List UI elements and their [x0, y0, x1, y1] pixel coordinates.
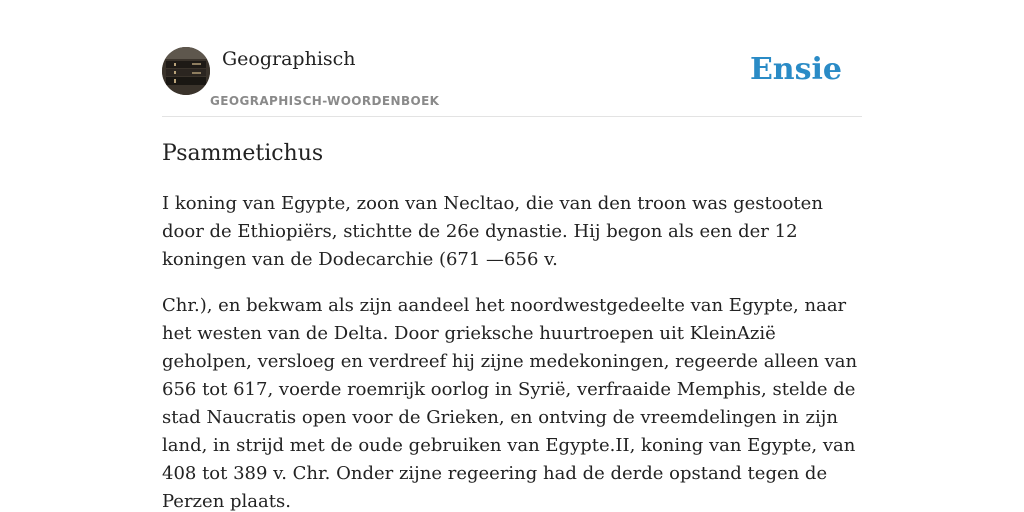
site-subtitle[interactable]: GEOGRAPHISCH-WOORDENBOEK — [210, 94, 440, 108]
entry-title: Psammetichus — [162, 141, 324, 166]
book-stack-icon[interactable] — [162, 47, 210, 95]
site-header — [162, 44, 862, 117]
entry-paragraph: Chr.), en bekwam als zijn aandeel het noordwestgedeelte van Egypte, naar het westen van de Delta. Door grieksche huurtroepen uit KleinAzië geholpen, versloeg en verdreef hij zijne medekoningen, regeerde alleen van 656 tot 617, voerde roemrijk oorlog in Syrië, verfraaide Memphis, stelde de stad Naucratis open voor de Grieken, en ontving de vreemdelingen in zijn land, in strijd met de oude gebruiken van Egypte.II, koning van Egypte, van 408 tot 389 v. Chr. Onder zijne regeering had de derde opstand tegen de Perzen plaats. — [162, 295, 858, 512]
site-title[interactable]: Geographisch — [222, 48, 356, 70]
brand-logo[interactable]: Ensie — [749, 52, 842, 87]
entry-content — [162, 138, 862, 512]
entry-paragraph: I koning van Egypte, zoon van Necltao, die van den troon was gestooten door de Ethiopiërs, stichtte de 26e dynastie. Hij begon als een der 12 koningen van de Dodecarchie (671 —656 v. — [162, 193, 823, 270]
